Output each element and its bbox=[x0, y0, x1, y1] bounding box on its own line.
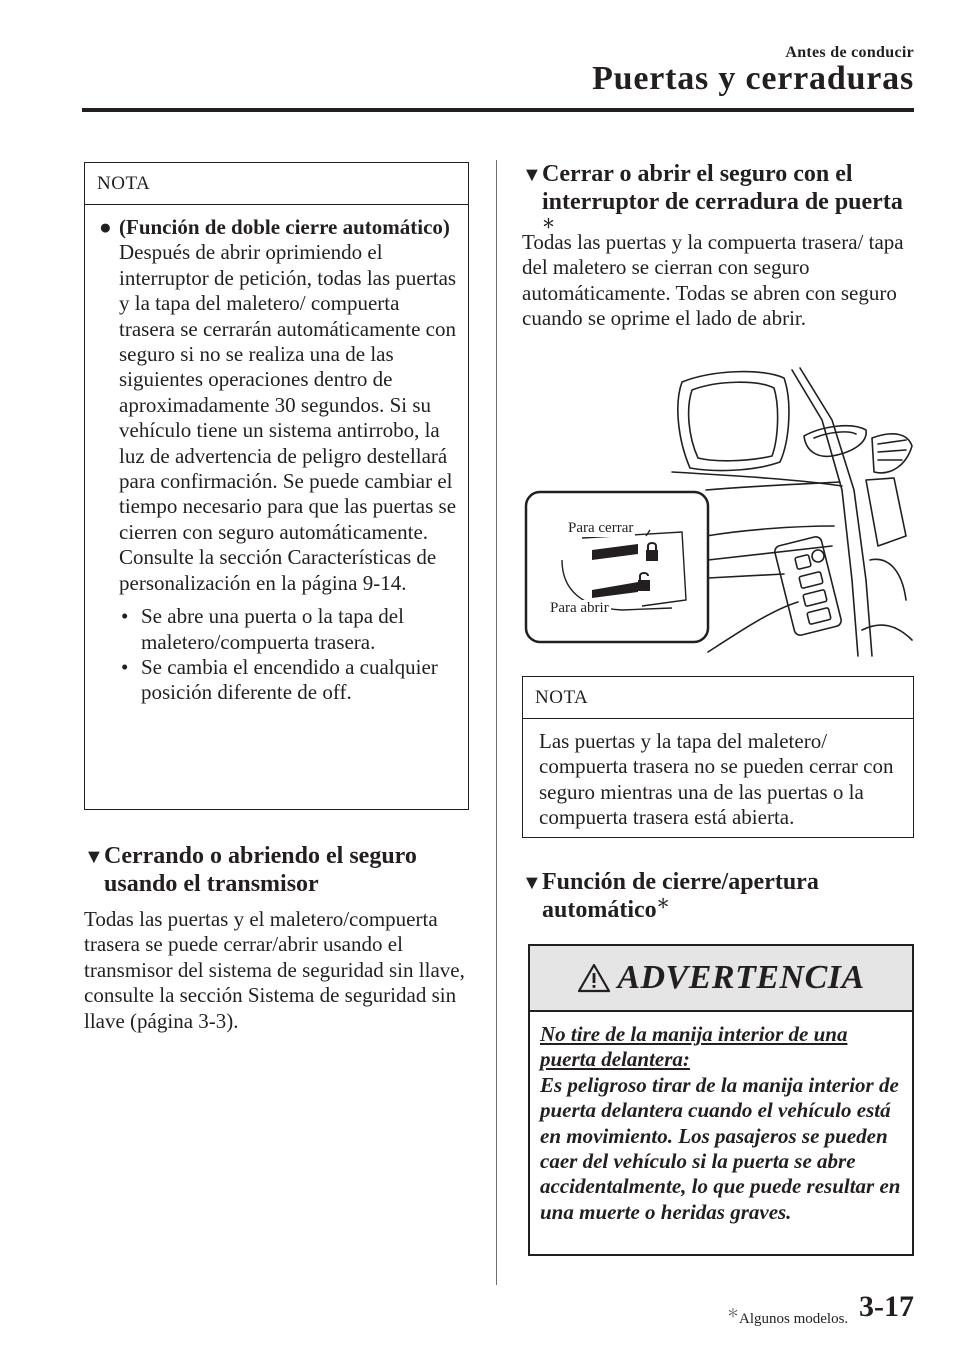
triangle-marker-icon: ▼ bbox=[522, 164, 542, 186]
footnote bbox=[727, 1304, 848, 1328]
heading-text: Función de cierre/apertura automático bbox=[542, 869, 819, 923]
page-number: 3-17 bbox=[859, 1290, 914, 1323]
triangle-marker-icon: ▼ bbox=[84, 846, 104, 868]
note-item-text: Después de abrir oprimiendo el interruptor de petición, todas las puertas y la tapa del maletero/ compuerta trasera se cerrarán automáticamente con seguro si no se realiza una de las siguientes operaciones dentro de aproximadamente 30 segundos. Si su vehículo tiene un sistema antirrobo, la luz de advertencia de peligro destellará para confirmación. Se puede cambiar el tiempo necesario para que las puertas se cierren con seguro automáticamente. Consulte la sección Características de personalización en la página 9-14. bbox=[119, 240, 457, 595]
list-item-text: Se cambia el encendido a cualquier posición diferente de off. bbox=[141, 654, 438, 705]
note-sub-list bbox=[99, 604, 460, 706]
callout-line bbox=[708, 574, 784, 578]
bullet-icon: ● bbox=[99, 215, 112, 239]
footnote-text: Algunos modelos. bbox=[739, 1311, 849, 1327]
list-item bbox=[117, 604, 460, 655]
interruptor-paragraph: Todas las puertas y la compuerta trasera/ tapa del maletero se cierran con seguro automáticamente. Todas se abren con seguro cuando se oprime el lado de abrir. bbox=[522, 230, 904, 331]
heading-content bbox=[542, 868, 914, 924]
door-lock-switch-illustration bbox=[522, 360, 914, 660]
warning-box bbox=[528, 944, 914, 1256]
sub-bullet-icon: • bbox=[121, 604, 129, 629]
label-lock: Para cerrar bbox=[568, 520, 634, 536]
transmisor-paragraph: Todas las puertas y el maletero/compuerta trasera se puede cerrar/abrir usando el transmisor del sistema de seguridad sin llave, consulte la sección Sistema de seguridad sin llave (página 3-3). bbox=[84, 907, 465, 1033]
header-section: Antes de conducir bbox=[785, 44, 914, 61]
warning-underlined-heading: No tire de la manija interior de una puerta delantera: bbox=[540, 1022, 848, 1072]
heading-text: Cerrando o abriendo el seguro usando el transmisor bbox=[104, 843, 417, 897]
note-label: NOTA bbox=[85, 163, 468, 205]
list-item bbox=[117, 655, 460, 706]
warning-header bbox=[530, 946, 912, 1012]
star-icon: ＊ bbox=[542, 216, 556, 231]
section-heading-auto bbox=[522, 868, 914, 924]
callout-box bbox=[526, 492, 708, 642]
warning-title: ADVERTENCIA bbox=[617, 959, 865, 996]
mirror-glass bbox=[689, 382, 778, 461]
heading-text: Cerrar o abrir el seguro con el interruptor de cerradura de puerta bbox=[542, 161, 903, 215]
section-heading-transmisor bbox=[84, 842, 469, 898]
note-bullet-item bbox=[99, 215, 460, 596]
warning-body bbox=[530, 1012, 912, 1225]
header-rule bbox=[82, 108, 914, 112]
list-item-text: Se abre una puerta o la tapa del maletero/compuerta trasera. bbox=[141, 604, 404, 654]
star-icon: ＊ bbox=[727, 1306, 740, 1320]
note-box-left bbox=[84, 162, 469, 810]
warning-triangle-icon bbox=[577, 963, 611, 993]
triangle-marker-icon: ▼ bbox=[522, 872, 542, 894]
pillar-line bbox=[792, 370, 858, 656]
sub-bullet-icon: • bbox=[121, 654, 129, 679]
note-item-content bbox=[119, 215, 460, 596]
star-icon: ＊ bbox=[656, 896, 670, 911]
warning-text: Es peligroso tirar de la manija interior de puerta delantera cuando el vehículo está en movimiento. Los pasajeros se pueden caer del vehículo si la puerta se abre accidentalmente, lo que puede resultar en una muerte o heridas graves. bbox=[540, 1072, 901, 1224]
note-item-title: (Función de doble cierre automático) bbox=[119, 215, 450, 239]
note-box-right bbox=[522, 676, 914, 838]
note-text: Las puertas y la tapa del maletero/ compuerta trasera no se pueden cerrar con seguro mientras una de las puertas o la compuerta trasera está abierta. bbox=[539, 729, 894, 830]
note-body bbox=[85, 205, 468, 706]
note-label: NOTA bbox=[523, 677, 913, 719]
column-divider bbox=[496, 160, 497, 1285]
label-unlock: Para abrir bbox=[550, 600, 609, 616]
page-title: Puertas y cerraduras bbox=[592, 60, 914, 97]
